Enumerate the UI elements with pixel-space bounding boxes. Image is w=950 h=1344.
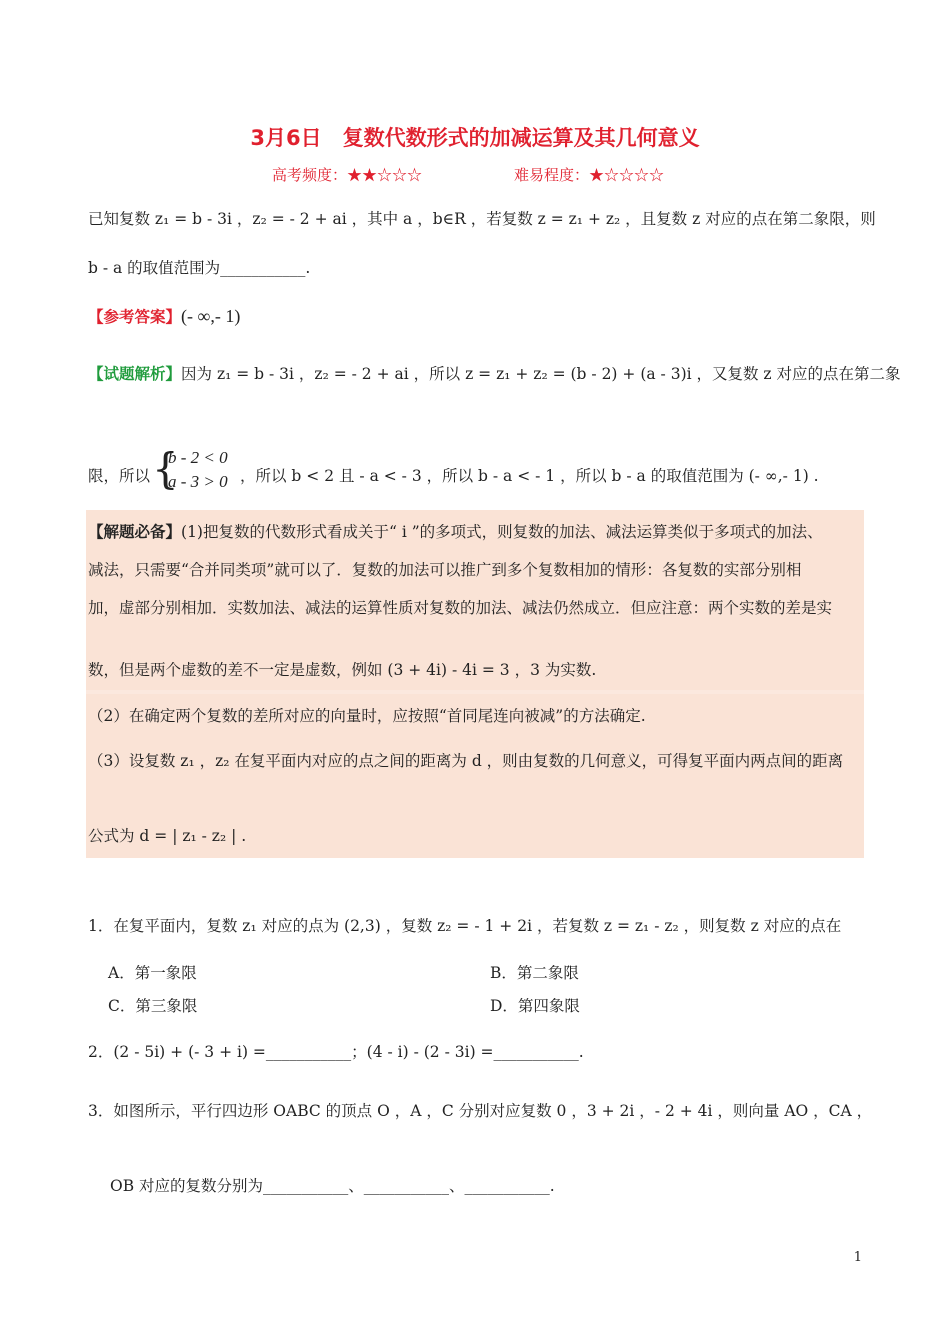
tips-label: 【解题必备】 [88, 522, 182, 541]
analysis-prefix: 限，所以 [88, 467, 151, 485]
example-line-2: b - a 的取值范围为___________. [88, 259, 311, 277]
tips-text-1: (1)把复数的代数形式看成关于“ i ”的多项式，则复数的加法、减法运算类似于多项式的加法、 [181, 523, 823, 541]
analysis-line-1 [88, 362, 901, 384]
question-2: 2．(2 - 5i) + (- 3 + i) =___________；(4 - i) - (2 - 3i) =___________. [88, 1043, 584, 1061]
system-row-2: a - 3 > 0 [168, 472, 228, 491]
answer-label: 【参考答案】 [88, 307, 182, 326]
reference-answer [88, 305, 240, 327]
tips-line-2: 减法，只需要“合并同类项”就可以了．复数的加法可以推广到多个复数相加的情形：各复数的实部分别相 [88, 561, 802, 579]
system-row-1: b - 2 < 0 [168, 448, 228, 467]
tips-line-4: 数，但是两个虚数的差不一定是虚数，例如 (3 + 4i) - 4i = 3 ，3 为实数. [88, 661, 597, 679]
tips-paragraph-3-line-1: （3）设复数 z₁ ，z₂ 在复平面内对应的点之间的距离为 d ，则由复数的几何意义，可得复平面内两点间的距离 [88, 752, 844, 770]
analysis-label: 【试题解析】 [88, 364, 182, 383]
left-brace: { [152, 444, 179, 493]
question-3-line-2: OB 对应的复数分别为___________、___________、___________. [110, 1177, 555, 1195]
analysis-text: 因为 z₁ = b - 3i ，z₂ = - 2 + ai ，所以 z = z₁ + z₂ = (b - 2) + (a - 3)i ，又复数 z 对应的点在第二象 [181, 365, 901, 383]
example-line-1: 已知复数 z₁ = b - 3i ，z₂ = - 2 + ai ，其中 a ，b∈R ，若复数 z = z₁ + z₂ ，且复数 z 对应的点在第二象限，则 [88, 210, 876, 228]
tips-line-1 [88, 520, 823, 542]
analysis-suffix: ，所以 b < 2 且 - a < - 3 ，所以 b - a < - 1 ，所以 b - a 的取值范围为 (- ∞,- 1) . [240, 467, 819, 485]
frequency-rating: 高考频度：★★☆☆☆ [272, 166, 423, 184]
answer-value: (- ∞,- 1) [181, 306, 241, 326]
tips-divider [86, 690, 864, 694]
tips-paragraph-2: （2）在确定两个复数的差所对应的向量时，应按照“首同尾连向被减”的方法确定. [88, 707, 646, 725]
q1-option-b: B．第二象限 [490, 964, 579, 982]
page-number: 1 [853, 1250, 862, 1265]
page-title: 3月6日 复数代数形式的加减运算及其几何意义 [250, 126, 700, 150]
analysis-line-2 [88, 444, 819, 500]
tips-paragraph-3-line-2: 公式为 d = | z₁ - z₂ | . [88, 827, 247, 845]
question-1: 1．在复平面内，复数 z₁ 对应的点为 (2,3) ，复数 z₂ = - 1 + 2i ，若复数 z = z₁ - z₂ ，则复数 z 对应的点在 [88, 917, 842, 935]
q1-option-c: C．第三象限 [108, 997, 198, 1015]
tips-line-3: 加，虚部分别相加．实数加法、减法的运算性质对复数的加法、减法仍然成立．但应注意：两个实数的差是实 [88, 599, 833, 617]
question-3-line-1: 3．如图所示，平行四边形 OABC 的顶点 O ，A ，C 分别对应复数 0 ，3 + 2i ，- 2 + 4i ，则向量 AO ，CA ， [88, 1102, 873, 1120]
q1-option-a: A．第一象限 [108, 964, 197, 982]
q1-option-d: D．第四象限 [490, 997, 580, 1015]
difficulty-rating: 难易程度：★☆☆☆☆ [514, 166, 665, 184]
